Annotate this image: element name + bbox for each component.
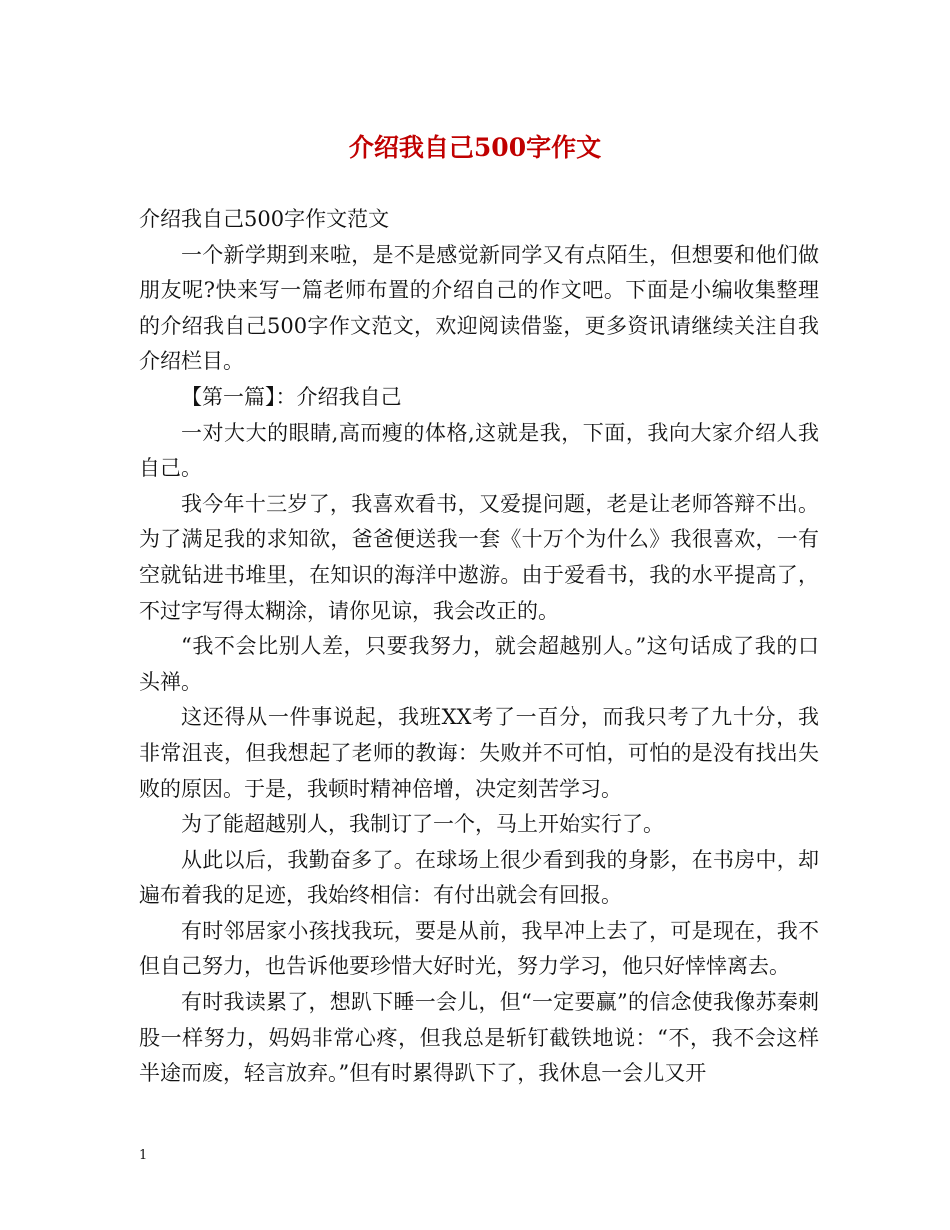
paragraph: 一对大大的眼睛,高而瘦的体格,这就是我，下面，我向大家介绍人我自己。: [139, 420, 819, 481]
paragraph: 有时邻居家小孩找我玩，要是从前，我早冲上去了，可是现在，我不但自己努力，也告诉他要珍惜大好时光，努力学习，他只好悻悻离去。: [139, 918, 819, 979]
paragraph-intro: 一个新学期到来啦，是不是感觉新同学又有点陌生，但想要和他们做朋友呢?快来写一篇老师布置的介绍自己的作文吧。下面是小编收集整理的介绍我自己500字作文范文，欢迎阅读借鉴，更多资讯请继续关注自我介绍栏目。: [139, 242, 819, 374]
paragraph: 这还得从一件事说起，我班XX考了一百分，而我只考了九十分，我非常沮丧，但我想起了老师的教诲：失败并不可怕，可怕的是没有找出失败的原因。于是，我顿时精神倍增，决定刻苦学习。: [139, 705, 819, 801]
paragraph: 从此以后，我勤奋多了。在球场上很少看到我的身影，在书房中，却遍布着我的足迹，我始终相信：有付出就会有回报。: [139, 847, 819, 908]
paragraph: 我今年十三岁了，我喜欢看书，又爱提问题，老是让老师答辩不出。为了满足我的求知欲，爸爸便送我一套《十万个为什么》我很喜欢，一有空就钻进书堆里，在知识的海洋中遨游。由于爱看书，我的水平提高了，不过字写得太糊涂，请你见谅，我会改正的。: [139, 491, 819, 623]
page-title: 介绍我自己500字作文: [348, 133, 602, 162]
document-subtitle: 介绍我自己500字作文范文: [139, 207, 390, 231]
page-number: 1: [139, 1148, 148, 1163]
paragraph: 有时我读累了，想趴下睡一会儿，但“一定要赢”的信念使我像苏秦刺股一样努力，妈妈非常心疼，但我总是斩钉截铁地说：“不，我不会这样半途而废，轻言放弃。”但有时累得趴下了，我休息一会儿又开: [139, 990, 819, 1086]
paragraph: 为了能超越别人，我制订了一个，马上开始实行了。: [181, 812, 664, 837]
paragraph: “我不会比别人差，只要我努力，就会超越别人。”这句话成了我的口头禅。: [139, 634, 819, 694]
document-body: [139, 202, 819, 1092]
section-heading: 【第一篇】：介绍我自己: [181, 384, 402, 409]
